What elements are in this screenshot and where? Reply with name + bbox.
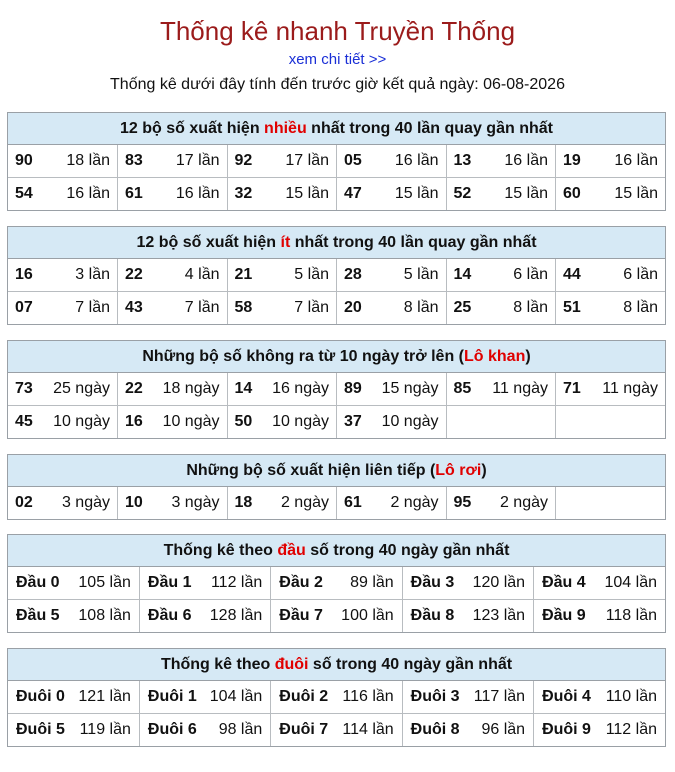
- stat-count: 17 lần: [175, 152, 220, 169]
- stats-table: [8, 567, 665, 632]
- stat-cell: [118, 406, 228, 439]
- stat-number: 52: [453, 185, 472, 202]
- stat-count: 112 lần: [210, 574, 263, 591]
- stat-count: 116 lần: [342, 688, 394, 705]
- stat-count: 16 lần: [614, 152, 658, 169]
- stat-cell: [8, 373, 118, 406]
- stat-count: 16 lần: [66, 185, 110, 202]
- table-row: [8, 681, 665, 714]
- stat-count: 25 ngày: [53, 380, 110, 397]
- stat-count: 17 lần: [285, 152, 329, 169]
- stat-count: 8 lần: [403, 299, 439, 316]
- stat-cell: [271, 714, 402, 747]
- stat-count: 112 lần: [605, 721, 657, 738]
- stat-cell: [556, 373, 666, 406]
- stat-number: 45: [15, 413, 33, 430]
- stat-count: 18 lần: [66, 152, 110, 169]
- stat-cell: [8, 145, 118, 178]
- stat-cell: [337, 292, 447, 325]
- stat-number: 16: [125, 413, 143, 430]
- stat-count: 119 lần: [79, 721, 131, 738]
- stat-cell: [139, 681, 270, 714]
- stats-table: [8, 373, 665, 438]
- stat-cell: [446, 292, 556, 325]
- page-subtitle: Thống kê dưới đây tính đến trước giờ kết quả ngày: 06-08-2026: [110, 76, 565, 93]
- stat-cell: [8, 178, 118, 211]
- stat-count: 10 ngày: [162, 413, 220, 430]
- stat-count: 96 lần: [481, 721, 526, 738]
- stat-number: 21: [234, 266, 253, 283]
- stat-count: 16 lần: [394, 152, 439, 169]
- stat-count: 8 lần: [623, 299, 658, 316]
- stat-cell: [227, 487, 337, 519]
- stat-count: 10 ngày: [272, 413, 329, 430]
- table-row: [8, 600, 665, 633]
- stat-count: 6 lần: [513, 266, 548, 283]
- stat-number: 50: [234, 413, 253, 430]
- stat-cell: [227, 292, 337, 325]
- stat-cell: [118, 292, 228, 325]
- stat-number: Đuôi 2: [279, 688, 329, 705]
- stat-cell: [8, 487, 118, 519]
- stat-count: 11 ngày: [602, 380, 658, 397]
- stat-cell: [8, 567, 139, 600]
- stat-count: 3 lần: [75, 266, 110, 283]
- stat-number: 61: [125, 185, 143, 202]
- tail-digit-section: [7, 648, 666, 747]
- stat-number: Đầu 9: [542, 607, 586, 624]
- stat-number: 95: [453, 494, 472, 511]
- table-row: [8, 259, 665, 292]
- stat-count: 5 lần: [294, 266, 329, 283]
- most-frequent-section: [7, 112, 666, 211]
- stat-cell: [227, 406, 337, 439]
- stat-cell: [337, 259, 447, 292]
- stat-cell: [337, 178, 447, 211]
- stat-number: 20: [344, 299, 362, 316]
- stat-number: 51: [563, 299, 581, 316]
- stat-number: 22: [125, 380, 143, 397]
- stat-count: 18 ngày: [162, 380, 220, 397]
- section-heading: Những bộ số không ra từ 10 ngày trở lên (Lô khan): [8, 341, 665, 373]
- stat-cell: [534, 681, 665, 714]
- stat-number: Đầu 7: [279, 607, 323, 624]
- stat-count: 118 lần: [605, 607, 657, 624]
- stat-cell: [8, 406, 118, 439]
- stat-cell: [402, 681, 533, 714]
- stat-number: 25: [453, 299, 472, 316]
- stat-cell: [337, 487, 447, 519]
- stat-number: 71: [563, 380, 581, 397]
- stats-table: [8, 259, 665, 324]
- stat-number: Đuôi 7: [279, 721, 329, 738]
- stat-cell: [337, 145, 447, 178]
- stat-count: 15 lần: [614, 185, 658, 202]
- stat-cell: [402, 600, 533, 633]
- stat-number: 58: [234, 299, 253, 316]
- stat-count: 4 lần: [184, 266, 220, 283]
- stat-number: 44: [563, 266, 581, 283]
- stat-count: 8 lần: [513, 299, 548, 316]
- table-row: [8, 292, 665, 325]
- stat-number: 13: [453, 152, 472, 169]
- stat-cell: [556, 487, 666, 519]
- stat-cell: [8, 714, 139, 747]
- stat-count: 5 lần: [403, 266, 439, 283]
- stat-cell: [446, 406, 556, 439]
- section-heading: 12 bộ số xuất hiện ít nhất trong 40 lần quay gần nhất: [8, 227, 665, 259]
- stat-count: 2 ngày: [390, 494, 439, 511]
- stat-count: 105 lần: [78, 574, 131, 591]
- stat-count: 6 lần: [623, 266, 658, 283]
- stat-cell: [271, 567, 402, 600]
- stat-count: 16 lần: [504, 152, 548, 169]
- least-frequent-section: [7, 226, 666, 325]
- stat-cell: [556, 178, 666, 211]
- stat-number: Đầu 3: [410, 574, 455, 591]
- stat-count: 7 lần: [294, 299, 329, 316]
- stat-cell: [556, 292, 666, 325]
- stat-number: Đầu 5: [16, 607, 60, 624]
- stat-cell: [337, 406, 447, 439]
- stat-number: 89: [344, 380, 362, 397]
- stat-count: 16 ngày: [272, 380, 329, 397]
- stat-count: 7 lần: [75, 299, 110, 316]
- stat-cell: [139, 600, 270, 633]
- stats-table: [8, 487, 665, 519]
- stat-number: 32: [234, 185, 253, 202]
- stat-count: 100 lần: [341, 607, 394, 624]
- stat-number: Đầu 8: [410, 607, 455, 624]
- stat-cell: [118, 145, 228, 178]
- stat-count: 104 lần: [604, 574, 657, 591]
- stat-number: 61: [344, 494, 362, 511]
- stat-cell: [8, 600, 139, 633]
- stats-table: [8, 681, 665, 746]
- stat-cell: [227, 145, 337, 178]
- stat-number: Đầu 2: [279, 574, 323, 591]
- stat-count: 104 lần: [209, 688, 263, 705]
- stat-count: 3 ngày: [61, 494, 110, 511]
- stat-count: 120 lần: [472, 574, 526, 591]
- stat-count: 7 lần: [184, 299, 220, 316]
- stat-number: 43: [125, 299, 143, 316]
- stat-cell: [227, 178, 337, 211]
- stat-cell: [8, 681, 139, 714]
- stat-cell: [556, 259, 666, 292]
- stat-number: 18: [234, 494, 253, 511]
- stat-cell: [139, 567, 270, 600]
- section-heading: Thống kê theo đuôi số trong 40 ngày gần nhất: [8, 649, 665, 681]
- lo-khan-section: [7, 340, 666, 439]
- stat-number: Đuôi 3: [410, 688, 460, 705]
- stat-number: Đầu 0: [16, 574, 60, 591]
- stat-number: 14: [234, 380, 253, 397]
- stat-count: 10 ngày: [381, 413, 439, 430]
- stat-number: 19: [563, 152, 581, 169]
- stat-cell: [118, 487, 228, 519]
- stat-number: 16: [15, 266, 33, 283]
- table-row: [8, 487, 665, 519]
- stat-cell: [271, 681, 402, 714]
- stat-cell: [271, 600, 402, 633]
- stat-count: 110 lần: [605, 688, 657, 705]
- stat-count: 98 lần: [218, 721, 263, 738]
- stat-cell: [118, 373, 228, 406]
- stat-cell: [534, 600, 665, 633]
- stat-cell: [402, 567, 533, 600]
- stat-cell: [446, 178, 556, 211]
- stat-number: 83: [125, 152, 143, 169]
- stat-cell: [118, 259, 228, 292]
- stat-cell: [534, 714, 665, 747]
- stat-cell: [227, 259, 337, 292]
- stat-cell: [446, 259, 556, 292]
- section-heading: Những bộ số xuất hiện liên tiếp (Lô rơi): [8, 455, 665, 487]
- stat-cell: [556, 406, 666, 439]
- stat-number: 07: [15, 299, 33, 316]
- stat-number: Đuôi 4: [542, 688, 591, 705]
- stat-number: 54: [15, 185, 33, 202]
- stat-number: 10: [125, 494, 143, 511]
- details-link[interactable]: xem chi tiết >>: [288, 51, 387, 68]
- stat-number: Đuôi 8: [410, 721, 460, 738]
- stat-number: Đầu 1: [147, 574, 192, 591]
- stat-cell: [446, 373, 556, 406]
- stat-count: 114 lần: [342, 721, 394, 738]
- lo-roi-section: [7, 454, 666, 520]
- stat-number: Đuôi 0: [16, 688, 65, 705]
- stat-number: 22: [125, 266, 143, 283]
- stat-count: 121 lần: [78, 688, 131, 705]
- stat-cell: [402, 714, 533, 747]
- stat-count: 128 lần: [209, 607, 263, 624]
- stat-cell: [337, 373, 447, 406]
- table-row: [8, 567, 665, 600]
- table-row: [8, 373, 665, 406]
- table-row: [8, 145, 665, 178]
- page-title: Thống kê nhanh Truyền Thống: [159, 16, 516, 46]
- stat-cell: [139, 714, 270, 747]
- table-row: [8, 406, 665, 439]
- stat-number: Đuôi 6: [147, 721, 197, 738]
- stat-count: 10 ngày: [53, 413, 110, 430]
- stat-cell: [118, 178, 228, 211]
- stat-number: Đầu 6: [147, 607, 192, 624]
- stat-cell: [446, 487, 556, 519]
- stat-number: 47: [344, 185, 362, 202]
- stat-number: Đuôi 9: [542, 721, 591, 738]
- stat-count: 15 lần: [504, 185, 548, 202]
- stat-number: 73: [15, 380, 33, 397]
- section-heading: 12 bộ số xuất hiện nhiều nhất trong 40 lần quay gần nhất: [8, 113, 665, 145]
- stat-number: Đuôi 5: [16, 721, 65, 738]
- stat-number: 92: [234, 152, 253, 169]
- stat-count: 15 lần: [285, 185, 329, 202]
- stat-cell: [534, 567, 665, 600]
- stat-count: 2 ngày: [280, 494, 329, 511]
- head-digit-section: [7, 534, 666, 633]
- stat-number: 02: [15, 494, 33, 511]
- stat-number: 90: [15, 152, 33, 169]
- stat-number: 14: [453, 266, 472, 283]
- stat-count: 123 lần: [472, 607, 526, 624]
- stat-number: 85: [453, 380, 472, 397]
- stat-number: 28: [344, 266, 362, 283]
- stat-number: 37: [344, 413, 362, 430]
- stat-cell: [227, 373, 337, 406]
- stat-count: 117 lần: [473, 688, 526, 705]
- stat-number: 60: [563, 185, 581, 202]
- stat-number: Đuôi 1: [147, 688, 197, 705]
- stat-cell: [556, 145, 666, 178]
- stat-number: 05: [344, 152, 362, 169]
- stat-count: 15 lần: [394, 185, 439, 202]
- stat-count: 2 ngày: [499, 494, 548, 511]
- section-heading: Thống kê theo đầu số trong 40 ngày gần nhất: [8, 535, 665, 567]
- table-row: [8, 714, 665, 747]
- stats-table: [8, 145, 665, 210]
- table-row: [8, 178, 665, 211]
- stat-count: 89 lần: [350, 574, 394, 591]
- stat-number: Đầu 4: [542, 574, 586, 591]
- stat-count: 3 ngày: [171, 494, 220, 511]
- stat-cell: [446, 145, 556, 178]
- stat-cell: [8, 259, 118, 292]
- stat-count: 16 lần: [175, 185, 220, 202]
- stat-cell: [8, 292, 118, 325]
- stat-count: 108 lần: [78, 607, 131, 624]
- stat-count: 11 ngày: [492, 380, 548, 397]
- stat-count: 15 ngày: [381, 380, 439, 397]
